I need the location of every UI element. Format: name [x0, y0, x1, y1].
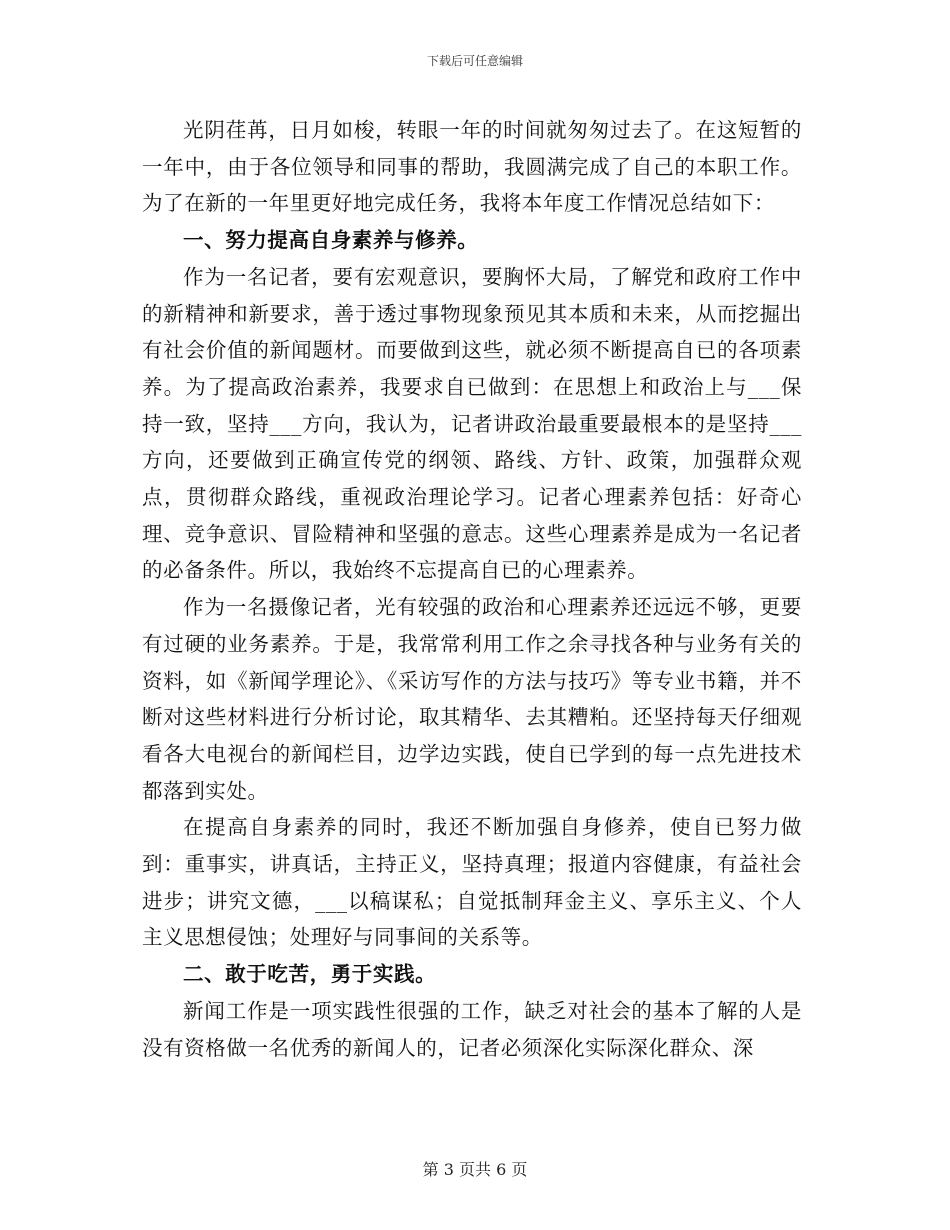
- section-heading-1: 一、努力提高自身素养与修养。: [183, 228, 479, 253]
- paragraph-self-cultivation: 在提高自身素养的同时，我还不断加强自身修养，使自已努力做到：重事实，讲真话，主持正义，坚持真理；报道内容健康，有益社会进步；讲究文德，___以稿谋私；自觉抵制拜金主义、享乐主义、个人主义思想侵蚀；处理好与同事间的关系等。: [142, 815, 802, 950]
- page-header: 下载后可任意编辑: [426, 54, 523, 68]
- page-number: 第 3 页共 6 页: [422, 1160, 528, 1179]
- intro-paragraph: 光阴荏苒，日月如梭，转眼一年的时间就匆匆过去了。在这短暂的一年中，由于各位领导和同事的帮助，我圆满完成了自己的本职工作。为了在新的一年里更好地完成任务，我将本年度工作情况总结如下：: [142, 118, 802, 216]
- paragraph-practice: 新闻工作是一项实践性很强的工作，缺乏对社会的基本了解的人是没有资格做一名优秀的新闻人的，记者必须深化实际深化群众、深: [142, 998, 802, 1060]
- document-body: [142, 112, 802, 1066]
- paragraph-professional-quality: 作为一名摄像记者，光有较强的政治和心理素养还远远不够，更要有过硬的业务素养。于是，我常常利用工作之余寻找各种与业务有关的资料，如《新闻学理论》、《采访写作的方法与技巧》等专业书籍，并不断对这些材料进行分析讨论，取其精华、去其糟粕。还坚持每天仔细观看各大电视台的新闻栏目，边学边实践，使自已学到的每一点先进技术都落到实处。: [142, 595, 802, 803]
- section-heading-2: 二、敢于吃苦，勇于实践。: [183, 962, 437, 987]
- paragraph-political-quality: 作为一名记者，要有宏观意识，要胸怀大局，了解党和政府工作中的新精神和新要求，善于透过事物现象预见其本质和未来，从而挖掘出有社会价值的新闻题材。而要做到这些，就必须不断提高自已的各项素养。为了提高政治素养，我要求自已做到：在思想上和政治上与___保持一致，坚持___方向，我认为，记者讲政治最重要最根本的是坚持___方向，还要做到正确宣传党的纲领、路线、方针、政策，加强群众观点，贯彻群众路线，重视政治理论学习。记者心理素养包括：好奇心理、竞争意识、冒险精神和坚强的意志。这些心理素养是成为一名记者的必备条件。所以，我始终不忘提高自已的心理素养。: [142, 264, 802, 583]
